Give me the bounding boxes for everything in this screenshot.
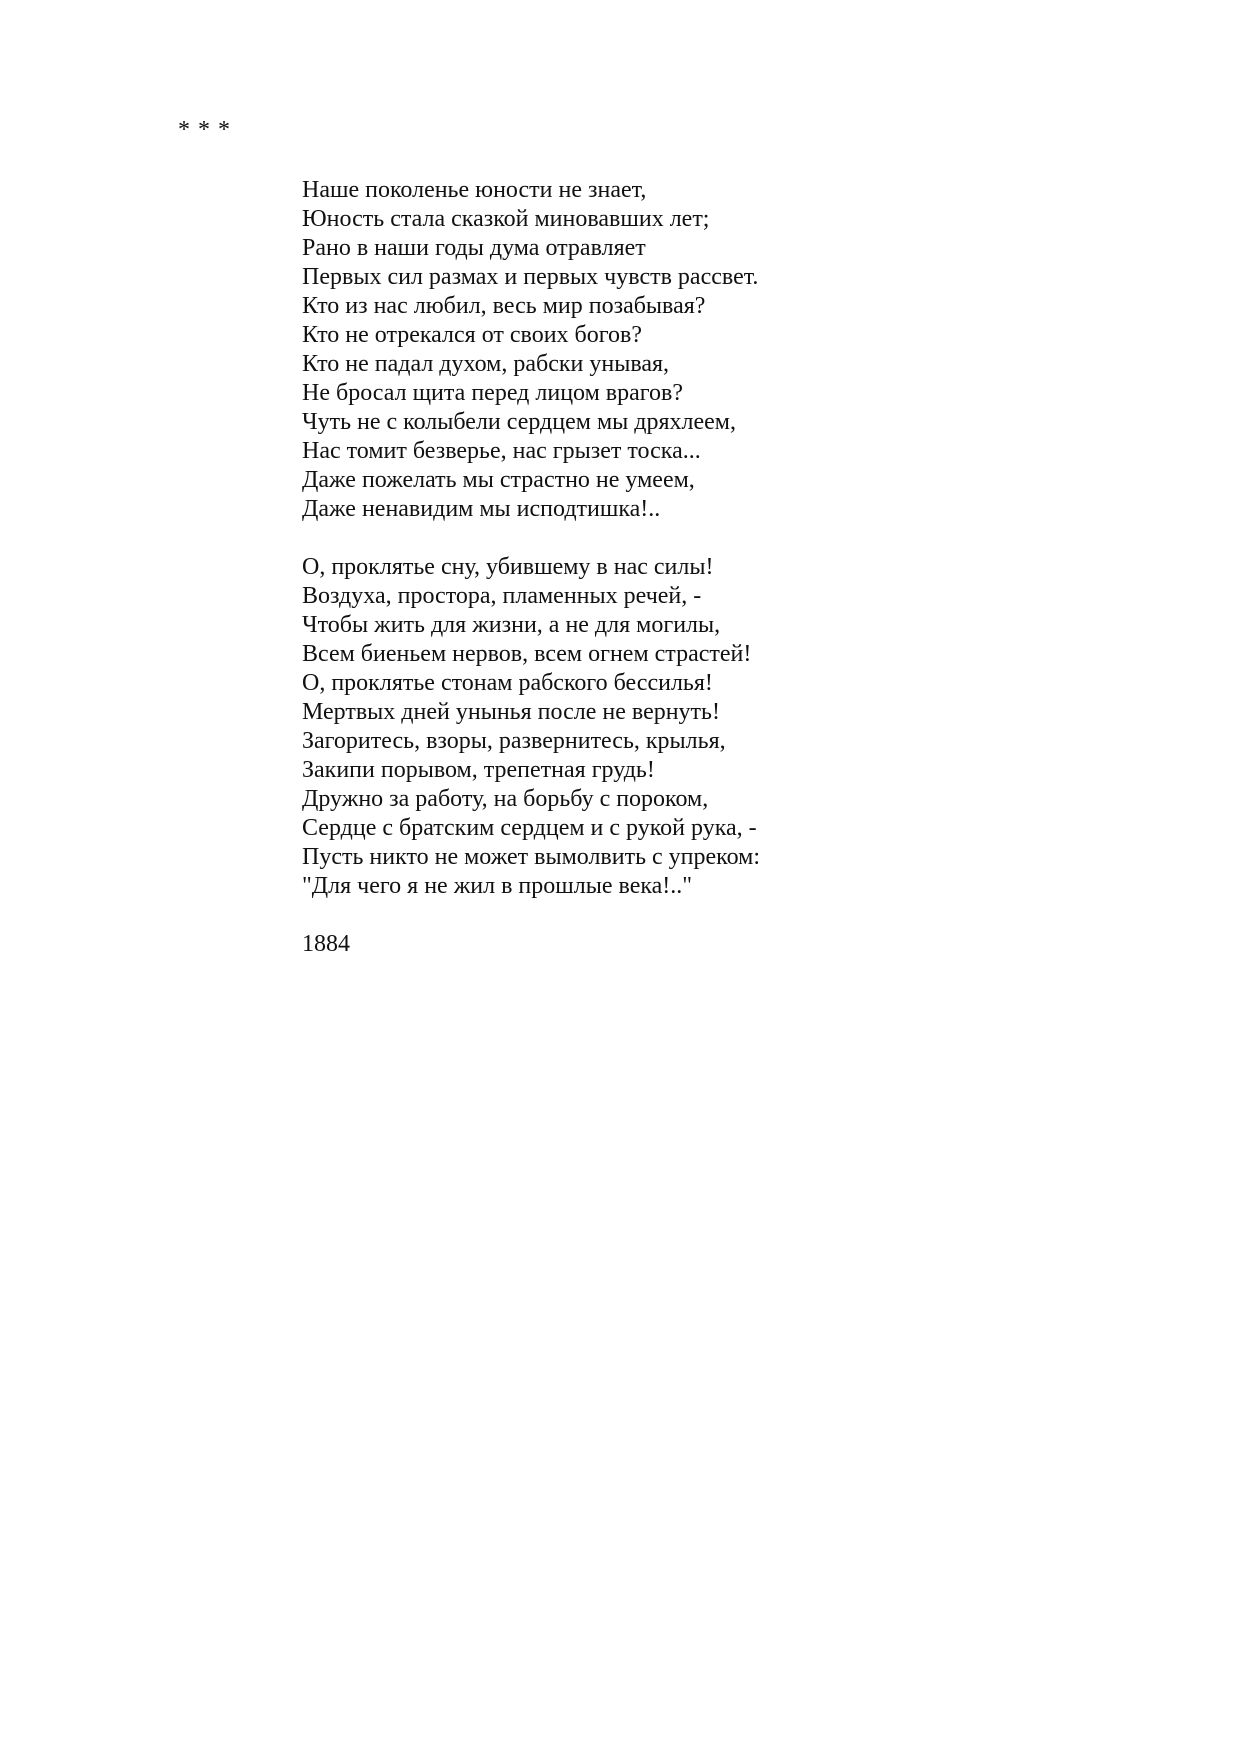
poem-line: Дружно за работу, на борьбу с пороком, [302,786,709,812]
poem-body [302,176,1002,959]
poem-line: Юность стала сказкой миновавших лет; [302,206,710,232]
poem-line: Чтобы жить для жизни, а не для могилы, [302,612,721,638]
poem-line: Загоритесь, взоры, развернитесь, крылья, [302,728,726,754]
poem-line: Всем биеньем нервов, всем огнем страстей! [302,641,752,667]
poem-line: Даже ненавидим мы исподтишка!.. [302,496,661,522]
stanza-2 [302,553,1002,901]
poem-line: Нас томит безверье, нас грызет тоска... [302,438,701,464]
poem-line: Кто не отрекался от своих богов? [302,322,642,348]
poem-line: Закипи порывом, трепетная грудь! [302,757,655,783]
poem-line: О, проклятье сну, убившему в нас силы! [302,554,714,580]
poem-line: О, проклятье стонам рабского бессилья! [302,670,713,696]
poem-line: Чуть не с колыбели сердцем мы дряхлеем, [302,409,736,435]
poem-line: Даже пожелать мы страстно не умеем, [302,467,695,493]
poem-heading: * * * [178,117,231,143]
poem-line: "Для чего я не жил в прошлые века!.." [302,873,693,899]
poem-line: Воздуха, простора, пламенных речей, - [302,583,702,609]
poem-year: 1884 [302,931,350,957]
poem-line: Пусть никто не может вымолвить с упреком: [302,844,761,870]
poem-line: Кто из нас любил, весь мир позабывая? [302,293,706,319]
poem-line: Первых сил размах и первых чувств рассвет. [302,264,759,290]
poem-line: Не бросал щита перед лицом врагов? [302,380,683,406]
poem-line: Наше поколенье юности не знает, [302,177,647,203]
poem-line: Кто не падал духом, рабски унывая, [302,351,670,377]
stanza-1 [302,176,1002,524]
poem-line: Рано в наши годы дума отравляет [302,235,646,261]
poem-line: Сердце с братским сердцем и с рукой рука, - [302,815,757,841]
poem-line: Мертвых дней унынья после не вернуть! [302,699,720,725]
